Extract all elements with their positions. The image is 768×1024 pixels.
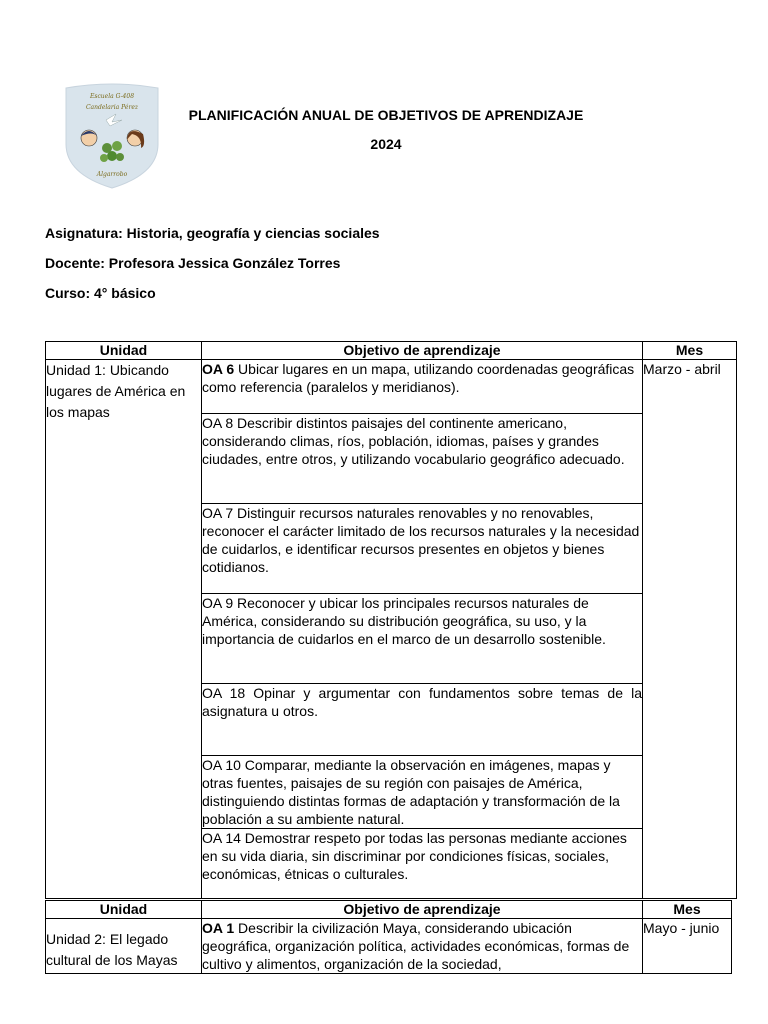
objective-code: OA 6 [202,361,235,377]
objective-oa10: OA 10 Comparar, mediante la observación en imágenes, mapas y otras fuentes, paisajes de su región con paisajes de América, distinguiendo distintas formas de adaptación y transformación de la población a su ambiente natural. [202,756,643,829]
objectives-table-unit-1 [45,341,737,899]
mes-cell: Mayo - junio [643,919,732,974]
document-title: PLANIFICACIÓN ANUAL DE OBJETIVOS DE APRENDIZAJE [188,107,584,123]
unidad-cell: Unidad 1: Ubicando lugares de América en los mapas [46,360,202,899]
header-unidad: Unidad [46,901,202,919]
objective-code: OA 1 [202,920,235,936]
objective-oa6: OA 6 Ubicar lugares en un mapa, utilizando coordenadas geográficas como referencia (paralelos y meridianos). [202,360,643,414]
objective-oa7: OA 7 Distinguir recursos naturales renovables y no renovables, reconocer el carácter limitado de los recursos naturales y la necesidad de cuidarlos, e identificar recursos presentes en objetos y bienes cotidianos. [202,504,643,594]
objective-oa9: OA 9 Reconocer y ubicar los principales recursos naturales de América, considerando su distribución geográfica, su uso, y la importancia de cuidarlos en el marco de un desarrollo sostenible. [202,594,643,684]
logo-mid-text: Candelaria Pérez [85,104,139,111]
objective-oa1: OA 1 Describir la civilización Maya, considerando ubicación geográfica, organización política, actividades económicas, formas de cultivo y alimentos, organización de la sociedad, [202,919,643,974]
logo-top-text: Escuela G-408 [89,93,135,100]
header-unidad: Unidad [46,342,202,360]
objective-oa14: OA 14 Demostrar respeto por todas las personas mediante acciones en su vida diaria, sin discriminar por condiciones físicas, sociales, económicas, étnicas o culturales. [202,829,643,899]
mes-cell: Marzo - abril [643,360,737,899]
objectives-table-unit-2 [45,900,732,974]
header-objetivo: Objetivo de aprendizaje [202,901,643,919]
curso-label: Curso: 4° básico [45,285,156,301]
asignatura-label: Asignatura: Historia, geografía y ciencias sociales [45,225,380,241]
header-objetivo: Objetivo de aprendizaje [202,342,643,360]
header-mes: Mes [643,342,737,360]
school-logo [62,82,162,190]
unidad-cell: Unidad 2: El legado cultural de los Mayas [46,919,202,974]
objective-oa8: OA 8 Describir distintos paisajes del continente americano, considerando climas, ríos, población, idiomas, países y grandes ciudades, entre otros, y utilizando vocabulario geográfico adecuado. [202,414,643,504]
header-mes: Mes [643,901,732,919]
document-year: 2024 [370,136,402,152]
objective-oa18: OA 18 Opinar y argumentar con fundamentos sobre temas de la asignatura u otros. [202,684,643,756]
docente-label: Docente: Profesora Jessica González Torres [45,255,341,271]
logo-bottom-text: Algarrobo [96,171,128,178]
